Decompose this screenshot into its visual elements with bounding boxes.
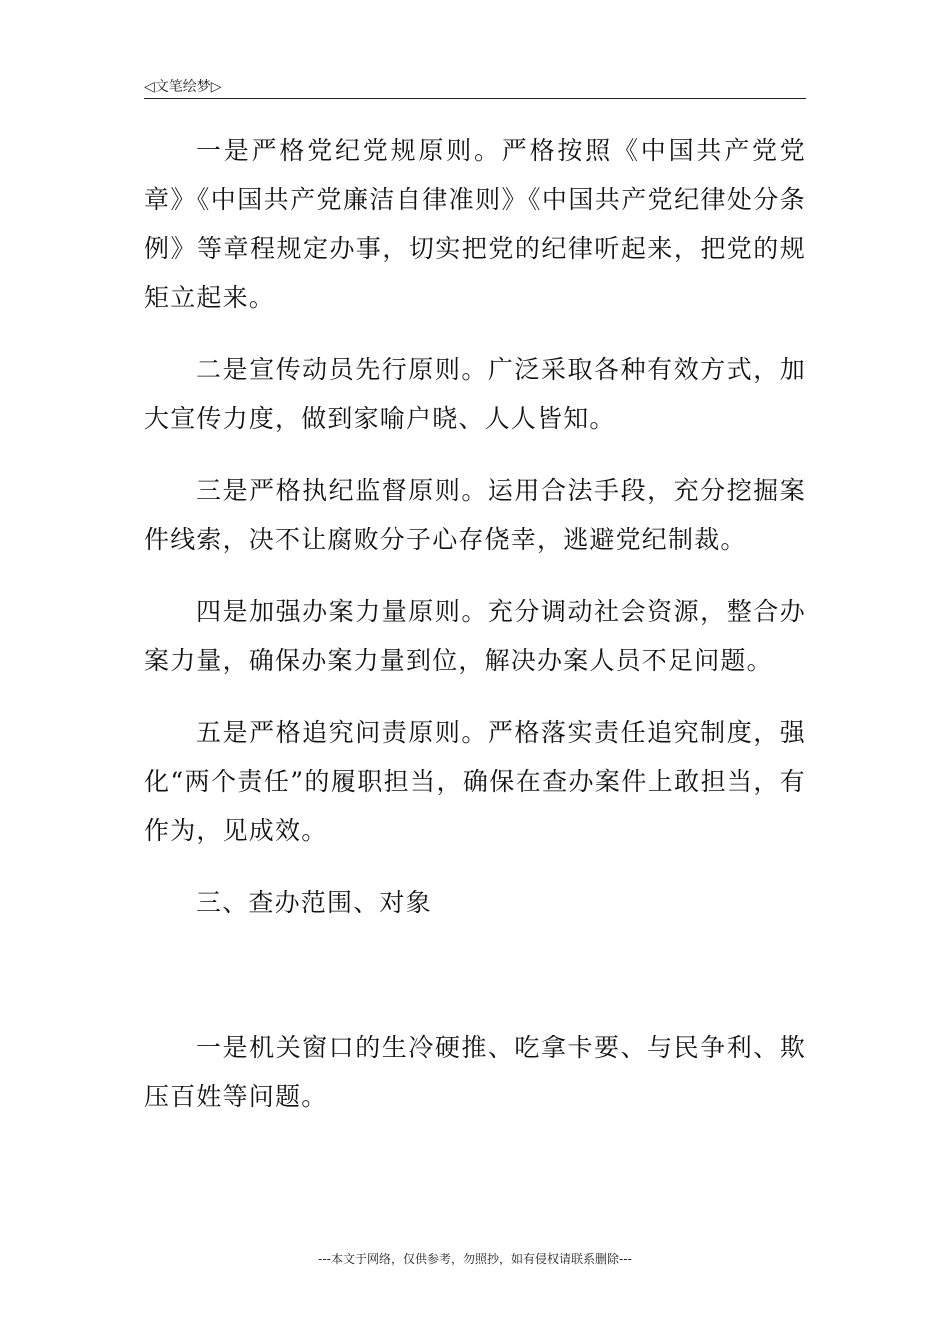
paragraph-party-discipline: 一是严格党纪党规原则。严格按照《中国共产党党章》《中国共产党廉洁自律准则》《中国共产党纪律处分条例》等章程规定办事，切实把党的纪律听起来，把党的规矩立起来。	[144, 136, 806, 312]
paragraph-window-issues: 一是机关窗口的生冷硬推、吃拿卡要、与民争利、欺压百姓等问题。	[144, 1033, 806, 1111]
page-footer: ---本文于网络，仅供参考，勿照抄，如有侵权请联系删除---	[318, 1252, 632, 1266]
page-header	[144, 74, 806, 99]
paragraph-accountability: 五是严格追究问责原则。严格落实责任追究制度，强化“两个责任”的履职担当，确保在查办案件上敢担当，有作为，见成效。	[144, 718, 806, 845]
section-heading-scope: 三、查办范围、对象	[196, 888, 432, 917]
document-body	[144, 126, 806, 1121]
paragraph-publicity: 二是宣传动员先行原则。广泛采取各种有效方式，加大宣传力度，做到家喻户晓、人人皆知。	[144, 355, 806, 433]
paragraph-case-force: 四是加强办案力量原则。充分调动社会资源，整合办案力量，确保办案力量到位，解决办案人员不足问题。	[144, 597, 806, 675]
header-title: ◁文笔绘梦▷	[144, 79, 222, 95]
paragraph-supervision: 三是严格执纪监督原则。运用合法手段，充分挖掘案件线索，决不让腐败分子心存侥幸，逃避党纪制裁。	[144, 476, 806, 554]
